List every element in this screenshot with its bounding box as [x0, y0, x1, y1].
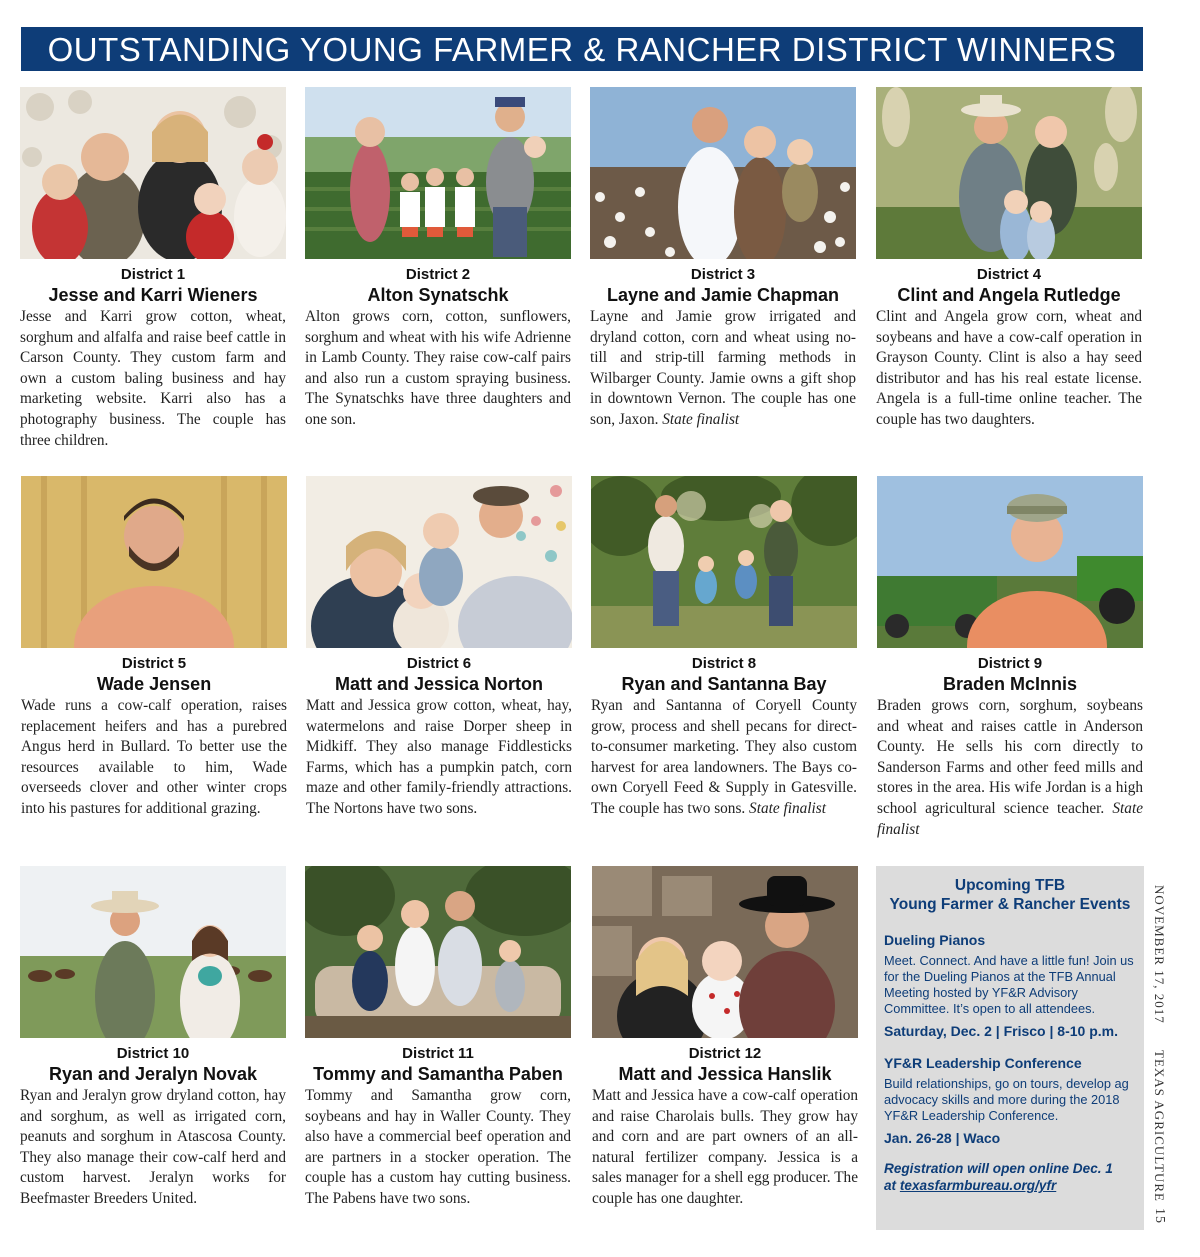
family-photo [590, 87, 856, 259]
winner-card-district-2 [305, 87, 571, 431]
winner-card-district-3 [590, 87, 856, 431]
district-label: District 9 [977, 655, 1043, 672]
winner-description: Layne and Jamie grow irrigated and dryland cotton, corn and wheat using no-till and strip-till farming methods in Wilbarger County. Jamie owns a gift shop in downtown Vernon. The couple has one son, Jaxon. State finalist [590, 308, 856, 428]
family-photo [305, 866, 571, 1038]
winner-card-district-5 [21, 476, 287, 820]
winner-names: Matt and Jessica Norton [334, 674, 544, 694]
portrait-photo [21, 476, 287, 648]
family-photo [592, 866, 858, 1038]
winner-names: Wade Jensen [96, 674, 212, 694]
event-date: Saturday, Dec. 2 | Frisco | 8-10 p.m. [884, 1023, 1118, 1039]
winner-names: Ryan and Santanna Bay [621, 674, 827, 694]
winner-description: Matt and Jessica have a cow-calf operation and raise Charolais bulls. They grow hay and corn and are part owners of an all-natural fertilizer company. Jessica is a sales manager for a shell egg producer. The couple has one daughter. [592, 1087, 858, 1207]
event-description: Meet. Connect. And have a little fun! Join us for the Dueling Pianos at the TFB Annual Meeting hosted by YF&R Advisory Committee. It’s open to all attendees. [884, 953, 1134, 1016]
district-label: District 8 [691, 655, 757, 672]
winner-card-district-9 [877, 476, 1143, 840]
winner-names: Clint and Angela Rutledge [897, 285, 1121, 305]
district-label: District 12 [688, 1045, 762, 1062]
winner-card-district-6 [306, 476, 572, 820]
district-label: District 10 [116, 1045, 190, 1062]
portrait-photo [877, 476, 1143, 648]
district-label: District 1 [120, 266, 186, 283]
winner-description: Wade runs a cow-calf operation, raises replacement heifers and has a purebred Angus herd in Bullard. To better use the resources available to him, Wade overseeds clover and other winter crops into his pastures for additional grazing. [21, 697, 287, 817]
district-label: District 4 [976, 266, 1042, 283]
upcoming-events-sidebar [876, 866, 1144, 1230]
family-photo [20, 87, 286, 259]
event-date: Jan. 26-28 | Waco [884, 1130, 1001, 1146]
winner-description: Braden grows corn, sorghum, soybeans and wheat and raises cattle in Anderson County. He sells his corn directly to Sanderson Farms and other feed mills and stores in the area. His wife Jordan is a high school agricultural science teacher. State finalist [877, 697, 1143, 838]
winner-description: Alton grows corn, cotton, sunflowers, sorghum and wheat with his wife Adrienne in Lamb County. They raise cow-calf pairs and also run a custom spraying business. The Synatschks have three daughters and one son. [305, 308, 571, 428]
winner-names: Alton Synatschk [367, 285, 509, 305]
family-photo [591, 476, 857, 648]
registration-link[interactable]: texasfarmbureau.org/yfr [899, 1178, 1057, 1193]
winner-names: Layne and Jamie Chapman [606, 285, 840, 305]
winner-card-district-8 [591, 476, 857, 820]
winner-card-district-12 [592, 866, 858, 1210]
winner-names: Tommy and Samantha Paben [313, 1064, 563, 1084]
folio-date: NOVEMBER 17, 2017 [1152, 885, 1167, 1024]
winner-card-district-4 [876, 87, 1142, 431]
family-photo [876, 87, 1142, 259]
winner-description: Tommy and Samantha grow corn, soybeans and hay in Waller County. They also have a commercial beef operation and are partners in a stocker operation. The couple has a custom hay cutting business. The Pabens have two sons. [305, 1087, 571, 1207]
event-description: Build relationships, go on tours, develop ag advocacy skills and more during the 2018 YF&R Leadership Conference. [884, 1076, 1129, 1123]
winner-card-district-11 [305, 866, 571, 1210]
winner-names: Jesse and Karri Wieners [48, 285, 258, 305]
event-title-leadership-conference: YF&R Leadership Conference [884, 1055, 1082, 1071]
sidebar-heading: Upcoming TFB Young Farmer & Rancher Events [889, 877, 1131, 913]
district-label: District 6 [406, 655, 472, 672]
winner-names: Braden McInnis [942, 674, 1078, 694]
winner-description: Ryan and Santanna of Coryell County grow, process and shell pecans for direct-to-consumer marketing. They also custom harvest for area landowners. The Bays co-own Coryell Feed & Supply in Gatesville. The couple has two sons. State finalist [591, 697, 857, 817]
district-label: District 11 [402, 1045, 474, 1062]
winner-description: Matt and Jessica grow cotton, wheat, hay, watermelons and raise Dorper sheep in Midkiff. They also manage Fiddlesticks Farms, which has a pumpkin patch, corn maze and other family-friendly attractions. The Nortons have two sons. [306, 697, 572, 817]
event-title-dueling-pianos: Dueling Pianos [884, 932, 986, 948]
winner-card-district-1 [20, 87, 286, 451]
district-label: District 2 [405, 266, 471, 283]
winner-names: Ryan and Jeralyn Novak [48, 1064, 258, 1084]
winner-description: Clint and Angela grow corn, wheat and soybeans and have a cow-calf operation in Grayson County. Clint is also a hay seed distributor and has his real estate license. Angela is a full-time online teacher. The couple has two daughters. [876, 308, 1142, 428]
district-label: District 3 [690, 266, 756, 283]
winner-card-district-10 [20, 866, 286, 1210]
district-label: District 5 [121, 655, 187, 672]
registration-note: Registration will open online Dec. 1 at texasfarmbureau.org/yfr [884, 1161, 1113, 1193]
folio-page-number: 15 [1152, 1208, 1167, 1224]
folio-publication: TEXAS AGRICULTURE [1152, 1050, 1167, 1202]
family-photo [20, 866, 286, 1038]
family-photo [306, 476, 572, 648]
page-banner: OUTSTANDING YOUNG FARMER & RANCHER DISTRICT WINNERS [21, 27, 1143, 71]
winner-names: Matt and Jessica Hanslik [618, 1064, 832, 1084]
family-photo [305, 87, 571, 259]
winner-description: Ryan and Jeralyn grow dryland cotton, hay and sorghum, as well as irrigated corn, peanuts and sorghum in Atascosa County. They also manage their cow-calf herd and custom harvest. Jeralyn works for Beefmaster Breeders United. [20, 1087, 286, 1207]
winner-description: Jesse and Karri grow cotton, wheat, sorghum and alfalfa and raise beef cattle in Carson County. They custom farm and own a custom baling business and hay marketing website. Karri also has a photography business. The couple has three children. [20, 308, 286, 449]
